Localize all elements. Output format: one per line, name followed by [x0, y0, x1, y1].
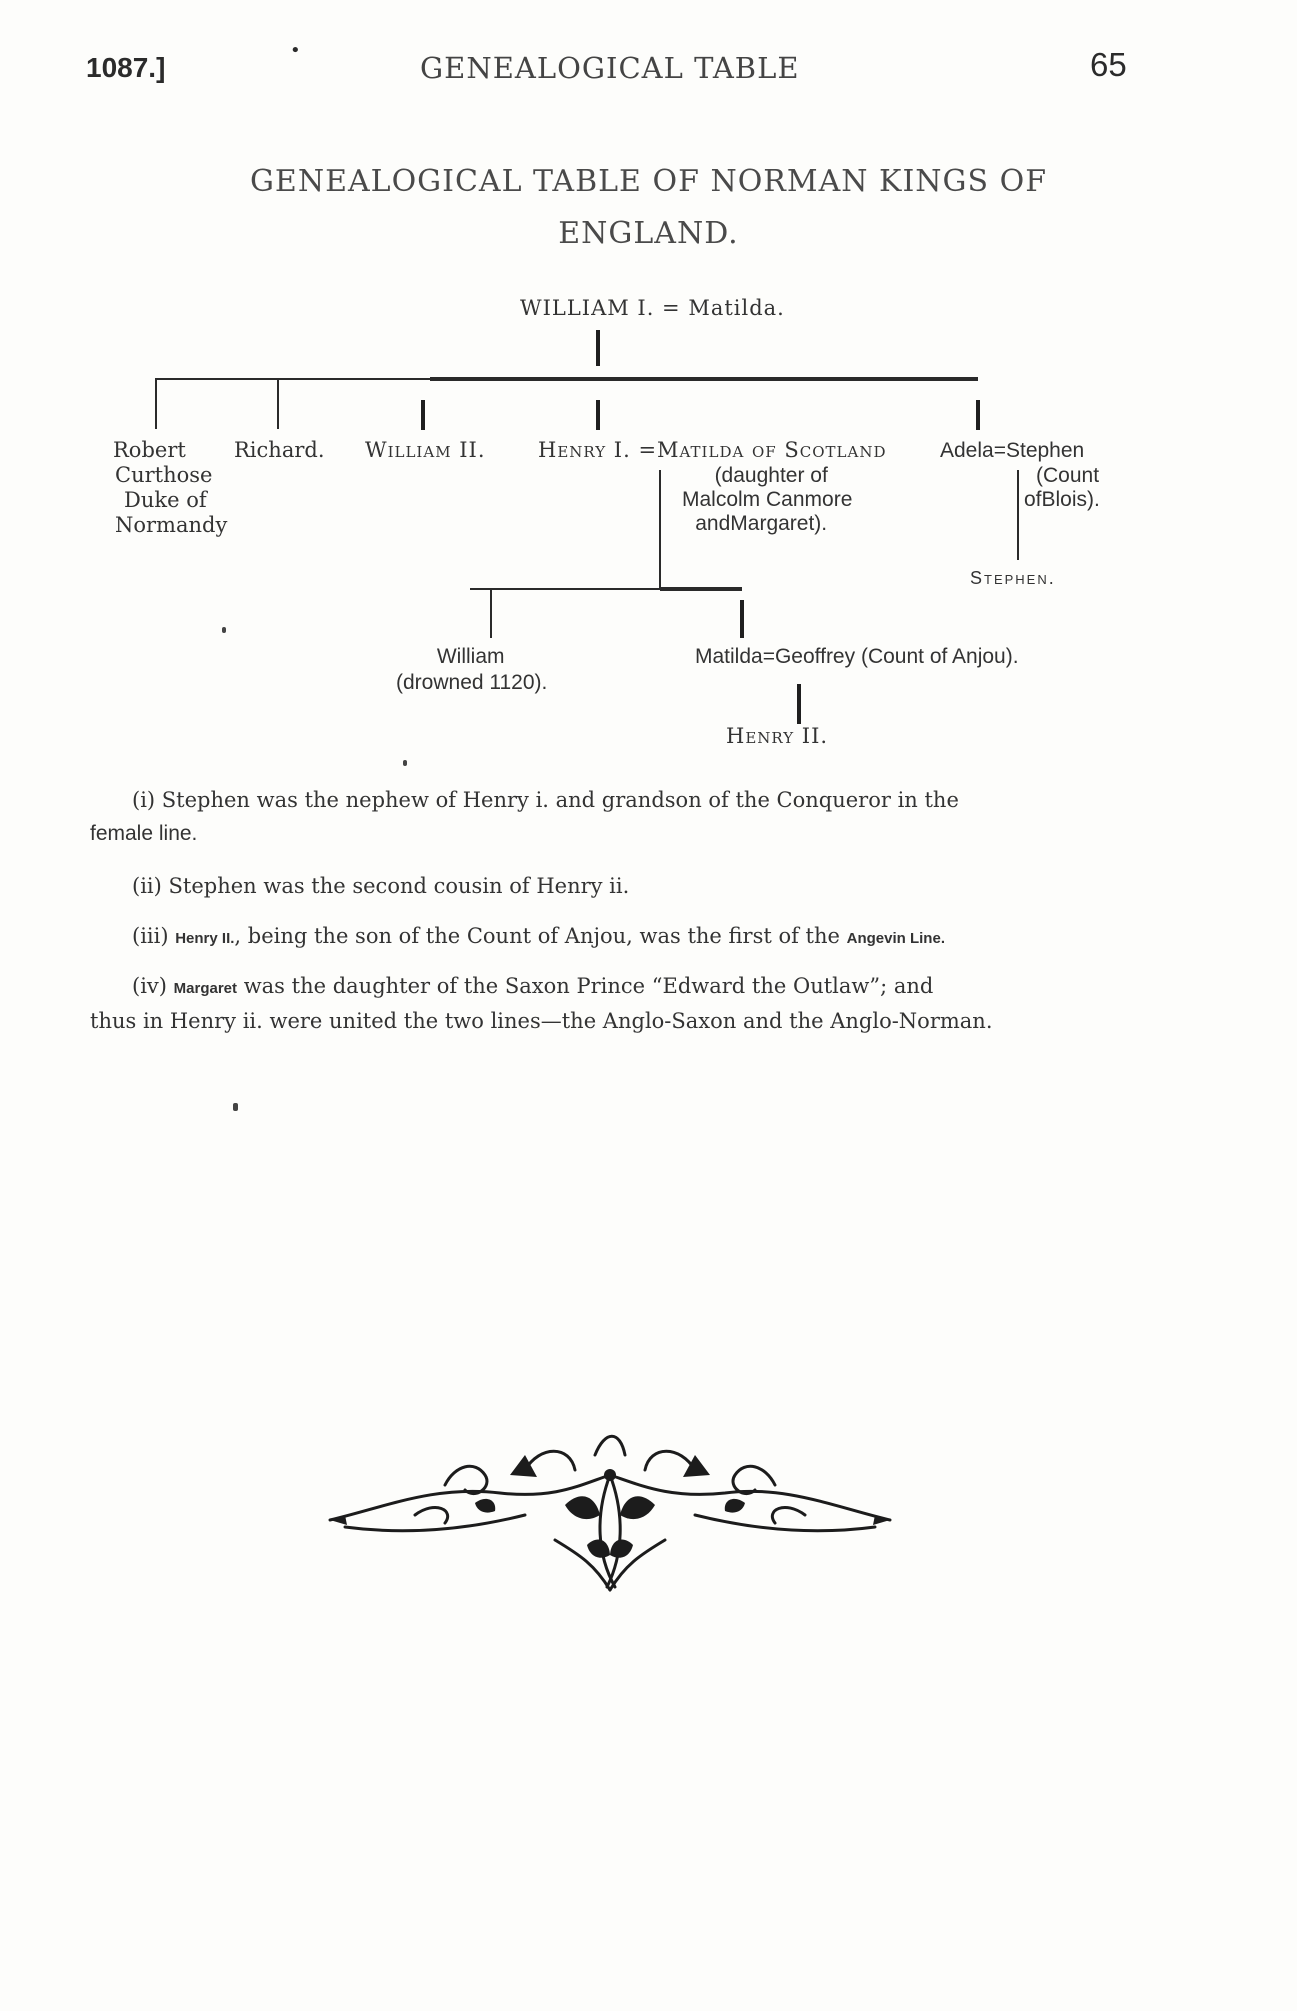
- drop-william: [490, 590, 492, 638]
- vine-ornament-icon: [325, 1415, 895, 1595]
- note-4-line-1: [90, 970, 1135, 1005]
- adela-stem: [1017, 470, 1019, 560]
- richard-entry: Richard.: [234, 438, 325, 462]
- henry1-name: Henry I. =Matilda of Scotland: [538, 438, 887, 462]
- william-name: William: [436, 645, 505, 668]
- wife-note-line-1: (daughter of: [714, 464, 828, 487]
- stephen-entry: Stephen.: [970, 568, 1056, 588]
- drop-adela: [976, 400, 980, 430]
- note-4-bold-margaret: Margaret: [173, 980, 238, 997]
- header-speck: •: [290, 40, 301, 61]
- stephen-count-note: [1024, 464, 1100, 512]
- drop-richard: [277, 379, 279, 429]
- henry1-bar-left: [470, 588, 660, 590]
- speck: [233, 1103, 238, 1111]
- henry1-entry: [538, 438, 886, 463]
- page-number: 65: [1090, 46, 1127, 83]
- drop-robert: [155, 379, 157, 429]
- adela-entry: Adela=Stephen: [940, 439, 1085, 462]
- robert-line-4: Normandy: [115, 513, 228, 537]
- note-4-prefix: (iv): [132, 974, 174, 998]
- drop-matilda: [740, 600, 744, 638]
- note-4: [90, 970, 1135, 1038]
- note-4-line-2: thus in Henry ii. were united the two lines—the Anglo-Saxon and the Anglo-Norman.: [90, 1009, 993, 1033]
- page-title-line-2: ENGLAND.: [558, 216, 739, 251]
- drop-henry2: [797, 684, 801, 724]
- note-1: [90, 784, 1135, 850]
- speck: [222, 627, 226, 633]
- henry2-entry: Henry II.: [726, 724, 829, 748]
- henry1-bar-right: [660, 587, 742, 591]
- speck: [403, 760, 407, 766]
- matilda-entry: Matilda=Geoffrey (Count of Anjou).: [695, 645, 1019, 668]
- note-3-prefix: (iii): [132, 924, 176, 948]
- wife-note-line-2: Malcolm Canmore: [682, 488, 853, 511]
- count-note-line-1: (Count: [1036, 464, 1100, 487]
- robert-entry: [113, 438, 227, 538]
- drop-william2: [421, 400, 425, 430]
- children-bar-right: [430, 377, 978, 381]
- henry1-wife-note: [682, 464, 853, 536]
- william-entry: [396, 644, 547, 696]
- note-1-line-1: (i) Stephen was the nephew of Henry i. and grandson of the Conqueror in the: [132, 788, 959, 812]
- note-3-bold-angevin: Angevin Line.: [846, 930, 945, 947]
- note-4-text: was the daughter of the Saxon Prince “Edward the Outlaw”; and: [237, 974, 934, 998]
- root-stem: [596, 330, 600, 366]
- page-section-number: 1087.]: [86, 52, 166, 83]
- note-3: [90, 920, 1177, 955]
- william2-entry: William II.: [365, 438, 486, 462]
- children-bar-left: [155, 378, 430, 380]
- note-2: (ii) Stephen was the second cousin of Henry ii.: [132, 874, 630, 898]
- drop-henry1: [596, 400, 600, 430]
- note-3-bold-henry: Henry II.: [175, 930, 235, 947]
- count-note-line-2: ofBlois).: [1024, 488, 1100, 511]
- note-1-line-2: female line.: [90, 822, 198, 845]
- robert-line-3: Duke of: [124, 488, 207, 512]
- william-note: (drowned 1120).: [396, 671, 548, 694]
- page-title-line-1: GENEALOGICAL TABLE OF NORMAN KINGS OF: [249, 164, 1048, 199]
- henry1-stem: [659, 470, 661, 588]
- running-header: GENEALOGICAL TABLE: [420, 51, 800, 85]
- root-couple: WILLIAM I. = Matilda.: [520, 296, 785, 320]
- robert-line-2: Curthose: [115, 463, 213, 487]
- robert-name: Robert: [113, 438, 186, 462]
- wife-note-line-3: andMargaret).: [695, 512, 828, 535]
- note-3-text: , being the son of the Count of Anjou, was the first of the: [234, 924, 847, 948]
